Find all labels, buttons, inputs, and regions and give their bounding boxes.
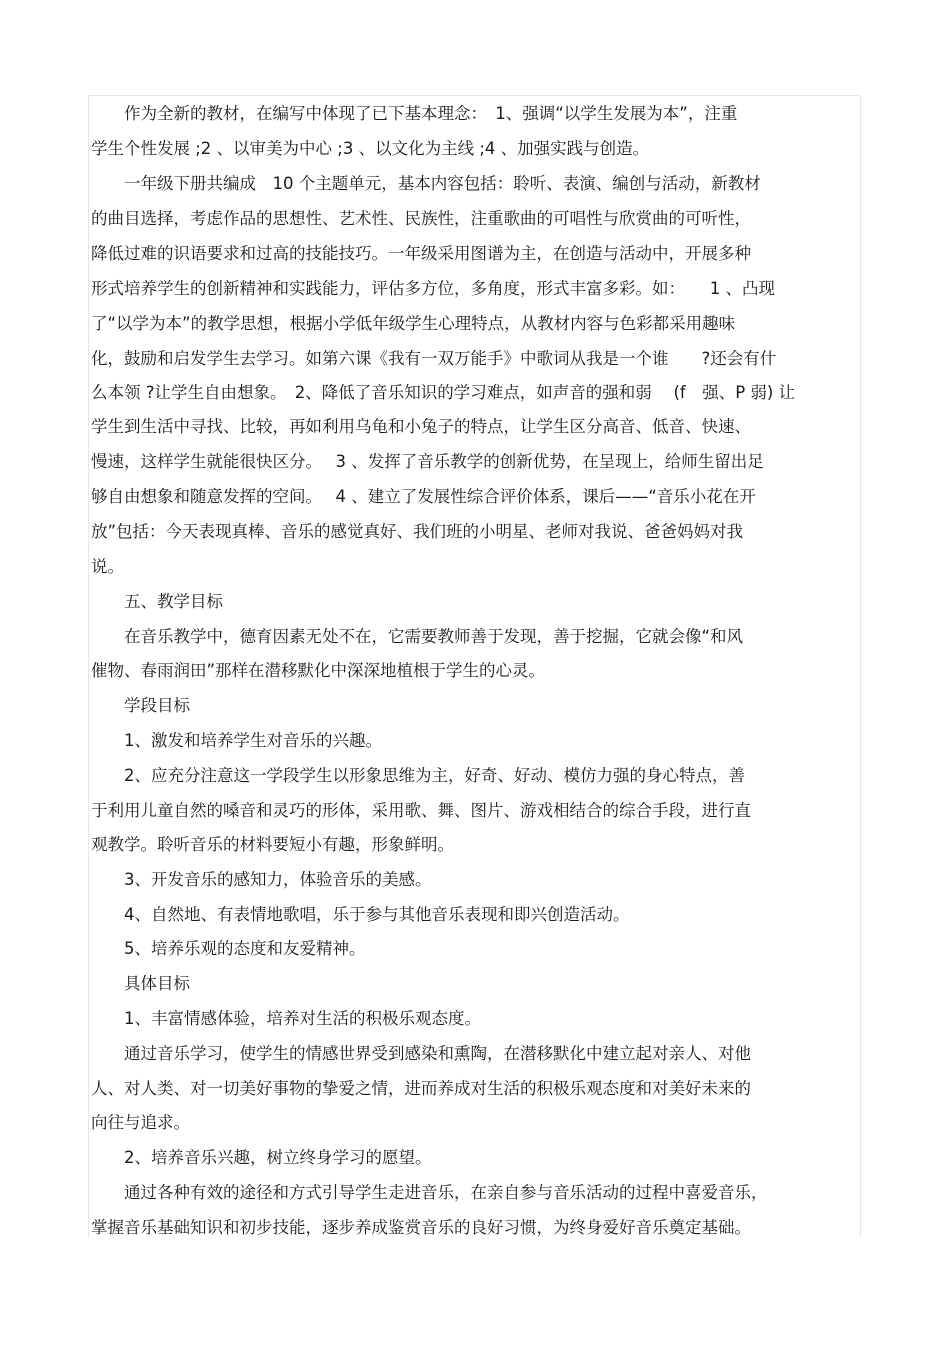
subsection-heading: 学段目标 (91, 696, 190, 715)
text-line: 4、自然地、有表情地歌唱，乐于参与其他音乐表现和即兴创造活动。 (91, 905, 630, 924)
page-frame-right-border (860, 95, 861, 1238)
text-line: 于利用儿童自然的嗓音和灵巧的形体，采用歌、舞、图片、游戏相结合的综合手段，进行直 (91, 801, 751, 820)
text-line: 掌握音乐基础知识和初步技能，逐步养成鉴赏音乐的良好习惯，为终身爱好音乐奠定基础。 (91, 1218, 751, 1237)
text-line: 催物、春雨润田”那样在潜移默化中深深地植根于学生的心灵。 (91, 661, 546, 680)
text-line: 在音乐教学中，德育因素无处不在，它需要教师善于发现，善于挖掘，它就会像“和风 (91, 627, 744, 646)
text-line: 1、丰富情感体验，培养对生活的积极乐观态度。 (91, 1009, 481, 1028)
text-line: 3、开发音乐的感知力，体验音乐的美感。 (91, 870, 432, 889)
text-line: 5、培养乐观的态度和友爱精神。 (91, 939, 366, 958)
text-line: 作为全新的教材，在编写中体现了已下基本理念： 1、强调“以学生发展为本”，注重 (91, 104, 738, 123)
text-line: 学生到生活中寻找、比较，再如利用乌龟和小兔子的特点，让学生区分高音、低音、快速、 (91, 417, 751, 436)
text-line: 通过各种有效的途径和方式引导学生走进音乐，在亲自参与音乐活动的过程中喜爱音乐， (91, 1183, 768, 1202)
text-line: 么本领 ?让学生自由想象。 2、降低了音乐知识的学习难点，如声音的强和弱 (f 强、P 弱) 让 (91, 383, 796, 402)
text-line: 说。 (91, 557, 124, 576)
text-line: 2、应充分注意这一学段学生以形象思维为主，好奇、好动、模仿力强的身心特点，善 (91, 766, 745, 785)
text-line: 人、对人类、对一切美好事物的挚爱之情，进而养成对生活的积极乐观态度和对美好未来的 (91, 1079, 751, 1098)
text-line: 学生个性发展 ;2 、以审美为中心 ;3 、以文化为主线 ;4 、加强实践与创造。 (91, 139, 650, 158)
text-line: 慢速，这样学生就能很快区分。 3 、发挥了音乐教学的创新优势，在呈现上，给师生留出足 (91, 452, 764, 471)
text-line: 一年级下册共编成 10 个主题单元，基本内容包括：聆听、表演、编创与活动，新教材 (91, 174, 761, 193)
page-frame-top-border (88, 95, 861, 96)
text-line: 的曲目选择，考虑作品的思想性、艺术性、民族性，注重歌曲的可唱性与欣赏曲的可听性， (91, 209, 751, 228)
text-line: 观教学。聆听音乐的材料要短小有趣，形象鲜明。 (91, 835, 454, 854)
text-line: 化，鼓励和启发学生去学习。如第六课《我有一双万能手》中歌词从我是一个谁 ?还会有什 (91, 349, 777, 368)
text-line: 降低过难的识语要求和过高的技能技巧。一年级采用图谱为主，在创造与活动中，开展多种 (91, 244, 751, 263)
subsection-heading: 具体目标 (91, 974, 190, 993)
text-line: 向往与追求。 (91, 1113, 190, 1132)
text-line: 了“以学为本”的教学思想，根据小学低年级学生心理特点，从教材内容与色彩都采用趣味 (91, 314, 736, 333)
text-line: 够自由想象和随意发挥的空间。 4 、建立了发展性综合评价体系，课后——“音乐小花在开 (91, 487, 756, 506)
text-line: 通过音乐学习，使学生的情感世界受到感染和熏陶，在潜移默化中建立起对亲人、对他 (91, 1044, 751, 1063)
text-line: 放”包括：今天表现真棒、音乐的感觉真好、我们班的小明星、老师对我说、爸爸妈妈对我 (91, 522, 744, 541)
text-line: 2、培养音乐兴趣，树立终身学习的愿望。 (91, 1148, 432, 1167)
text-line: 形式培养学生的创新精神和实践能力，评估多方位，多角度，形式丰富多彩。如： 1 、凸现 (91, 279, 775, 298)
text-line: 1、激发和培养学生对音乐的兴趣。 (91, 731, 382, 750)
page-frame-left-border (88, 95, 89, 1238)
section-heading: 五、教学目标 (91, 592, 223, 611)
